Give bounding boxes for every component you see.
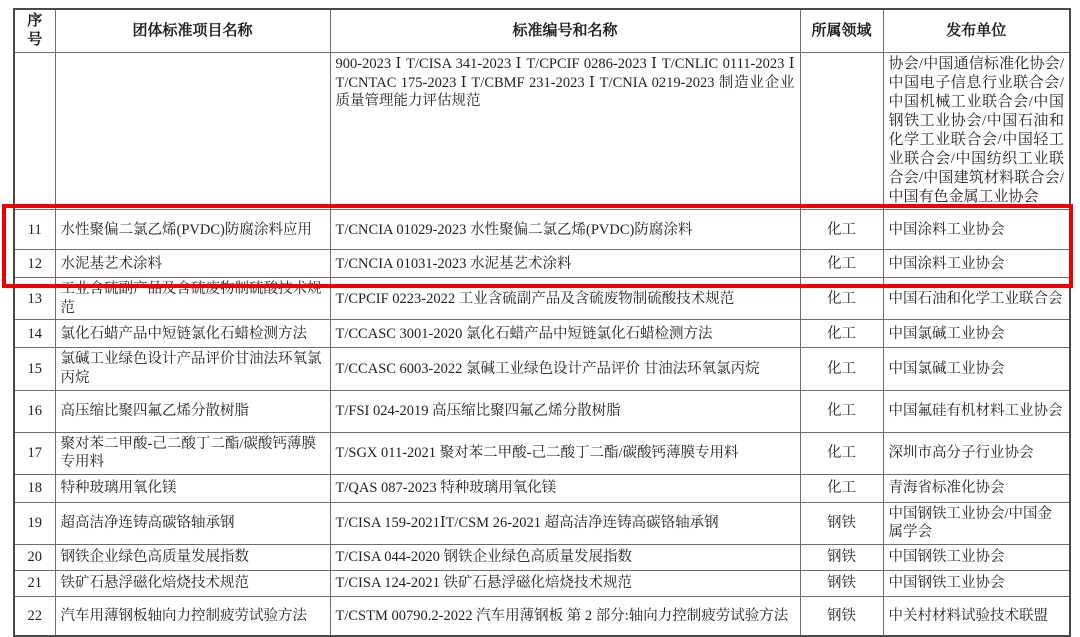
standard-cell: T/CISA 124-2021 铁矿石悬浮磁化焙烧技术规范 bbox=[330, 570, 800, 596]
field-cell: 钢铁 bbox=[800, 502, 883, 544]
standard-cell: T/CCASC 3001-2020 氯化石蜡产品中短链氯化石蜡检测方法 bbox=[330, 320, 800, 348]
table-row bbox=[14, 570, 1070, 596]
publisher-cell: 中国氯碱工业协会 bbox=[883, 348, 1070, 390]
field-cell bbox=[800, 53, 883, 210]
standard-cell: 900-2023 Ⅰ T/CISA 341-2023 Ⅰ T/CPCIF 0286-2023 Ⅰ T/CNLIC 0111-2023 Ⅰ T/CNTAC 175-2023 Ⅰ T/CBMF 231-2023 Ⅰ T/CNIA 0219-2023 制造业企业质量管理能力评估规范 bbox=[330, 53, 800, 210]
field-cell: 化工 bbox=[800, 474, 883, 502]
project-name-cell: 铁矿石悬浮磁化焙烧技术规范 bbox=[55, 570, 330, 596]
row-number-cell: 11 bbox=[14, 210, 55, 250]
row-number-cell: 18 bbox=[14, 474, 55, 502]
row-number-cell: 15 bbox=[14, 348, 55, 390]
field-cell: 化工 bbox=[800, 348, 883, 390]
row-number-cell: 16 bbox=[14, 390, 55, 432]
field-cell: 化工 bbox=[800, 432, 883, 474]
publisher-cell: 中国涂料工业协会 bbox=[883, 250, 1070, 278]
field-cell: 钢铁 bbox=[800, 570, 883, 596]
page bbox=[0, 8, 1080, 624]
row-number-cell: 19 bbox=[14, 502, 55, 544]
project-name-cell: 高压缩比聚四氟乙烯分散树脂 bbox=[55, 390, 330, 432]
table-row bbox=[14, 502, 1070, 544]
project-name-cell: 超高洁净连铸高碳铬轴承钢 bbox=[55, 502, 330, 544]
table-row bbox=[14, 474, 1070, 502]
publisher-cell: 协会/中国通信标准化协会/中国电子信息行业联合会/中国机械工业联合会/中国钢铁工业协会/中国石油和化学工业联合会/中国轻工业联合会/中国纺织工业联合会/中国建筑材料联合会/中国有色金属工业协会 bbox=[883, 53, 1070, 210]
publisher-cell: 中国钢铁工业协会 bbox=[883, 544, 1070, 570]
field-cell: 化工 bbox=[800, 320, 883, 348]
header-serial-number: 序号 bbox=[14, 9, 55, 53]
row-number-cell: 14 bbox=[14, 320, 55, 348]
project-name-cell: 汽车用薄钢板轴向力控制疲劳试验方法 bbox=[55, 596, 330, 636]
standard-cell: T/SGX 011-2021 聚对苯二甲酸-己二酸丁二酯/碳酸钙薄膜专用料 bbox=[330, 432, 800, 474]
header-publisher: 发布单位 bbox=[883, 9, 1070, 53]
row-number-cell: 20 bbox=[14, 544, 55, 570]
standard-cell: T/CCASC 6003-2022 氯碱工业绿色设计产品评价 甘油法环氧氯丙烷 bbox=[330, 348, 800, 390]
project-name-cell: 钢铁企业绿色高质量发展指数 bbox=[55, 544, 330, 570]
row-number-cell: 17 bbox=[14, 432, 55, 474]
standard-cell: T/CNCIA 01031-2023 水泥基艺术涂料 bbox=[330, 250, 800, 278]
standard-cell: T/QAS 087-2023 特种玻璃用氧化镁 bbox=[330, 474, 800, 502]
table-row bbox=[14, 348, 1070, 390]
field-cell: 化工 bbox=[800, 210, 883, 250]
row-number-cell: 13 bbox=[14, 278, 55, 320]
row-number-cell: 12 bbox=[14, 250, 55, 278]
table-row bbox=[14, 210, 1070, 250]
header-row bbox=[14, 9, 1070, 53]
field-cell: 钢铁 bbox=[800, 596, 883, 636]
header-project-name: 团体标准项目名称 bbox=[55, 9, 330, 53]
publisher-cell: 青海省标准化协会 bbox=[883, 474, 1070, 502]
publisher-cell: 中国氯碱工业协会 bbox=[883, 320, 1070, 348]
publisher-cell: 中国氟硅有机材料工业协会 bbox=[883, 390, 1070, 432]
standards-table bbox=[13, 8, 1071, 637]
field-cell: 化工 bbox=[800, 390, 883, 432]
standard-cell: T/CNCIA 01029-2023 水性聚偏二氯乙烯(PVDC)防腐涂料 bbox=[330, 210, 800, 250]
standard-cell: T/CSTM 00790.2-2022 汽车用薄钢板 第 2 部分:轴向力控制疲劳试验方法 bbox=[330, 596, 800, 636]
publisher-cell: 中国钢铁工业协会 bbox=[883, 570, 1070, 596]
project-name-cell: 特种玻璃用氧化镁 bbox=[55, 474, 330, 502]
table-body bbox=[14, 53, 1070, 636]
standard-cell: T/FSI 024-2019 高压缩比聚四氟乙烯分散树脂 bbox=[330, 390, 800, 432]
table-row bbox=[14, 53, 1070, 210]
project-name-cell bbox=[55, 53, 330, 210]
table-row bbox=[14, 544, 1070, 570]
field-cell: 化工 bbox=[800, 278, 883, 320]
row-number-cell bbox=[14, 53, 55, 210]
table-header bbox=[14, 9, 1070, 53]
project-name-cell: 氯化石蜡产品中短链氯化石蜡检测方法 bbox=[55, 320, 330, 348]
publisher-cell: 中关村材料试验技术联盟 bbox=[883, 596, 1070, 636]
field-cell: 钢铁 bbox=[800, 544, 883, 570]
table-row bbox=[14, 250, 1070, 278]
publisher-cell: 中国涂料工业协会 bbox=[883, 210, 1070, 250]
table-row bbox=[14, 432, 1070, 474]
project-name-cell: 水泥基艺术涂料 bbox=[55, 250, 330, 278]
standard-cell: T/CPCIF 0223-2022 工业含硫副产品及含硫废物制硫酸技术规范 bbox=[330, 278, 800, 320]
table-row bbox=[14, 390, 1070, 432]
standard-cell: T/CISA 044-2020 钢铁企业绿色高质量发展指数 bbox=[330, 544, 800, 570]
table-row bbox=[14, 278, 1070, 320]
project-name-cell: 水性聚偏二氯乙烯(PVDC)防腐涂料应用 bbox=[55, 210, 330, 250]
field-cell: 化工 bbox=[800, 250, 883, 278]
standard-cell: T/CISA 159-2021ⅠT/CSM 26-2021 超高洁净连铸高碳铬轴承钢 bbox=[330, 502, 800, 544]
publisher-cell: 中国石油和化学工业联合会 bbox=[883, 278, 1070, 320]
header-standard-code: 标准编号和名称 bbox=[330, 9, 800, 53]
row-number-cell: 22 bbox=[14, 596, 55, 636]
project-name-cell: 工业含硫副产品及含硫废物制硫酸技术规范 bbox=[55, 278, 330, 320]
publisher-cell: 中国钢铁工业协会/中国金属学会 bbox=[883, 502, 1070, 544]
table-row bbox=[14, 320, 1070, 348]
table-row bbox=[14, 596, 1070, 636]
row-number-cell: 21 bbox=[14, 570, 55, 596]
project-name-cell: 氯碱工业绿色设计产品评价甘油法环氧氯丙烷 bbox=[55, 348, 330, 390]
project-name-cell: 聚对苯二甲酸-己二酸丁二酯/碳酸钙薄膜专用料 bbox=[55, 432, 330, 474]
publisher-cell: 深圳市高分子行业协会 bbox=[883, 432, 1070, 474]
header-field: 所属领域 bbox=[800, 9, 883, 53]
